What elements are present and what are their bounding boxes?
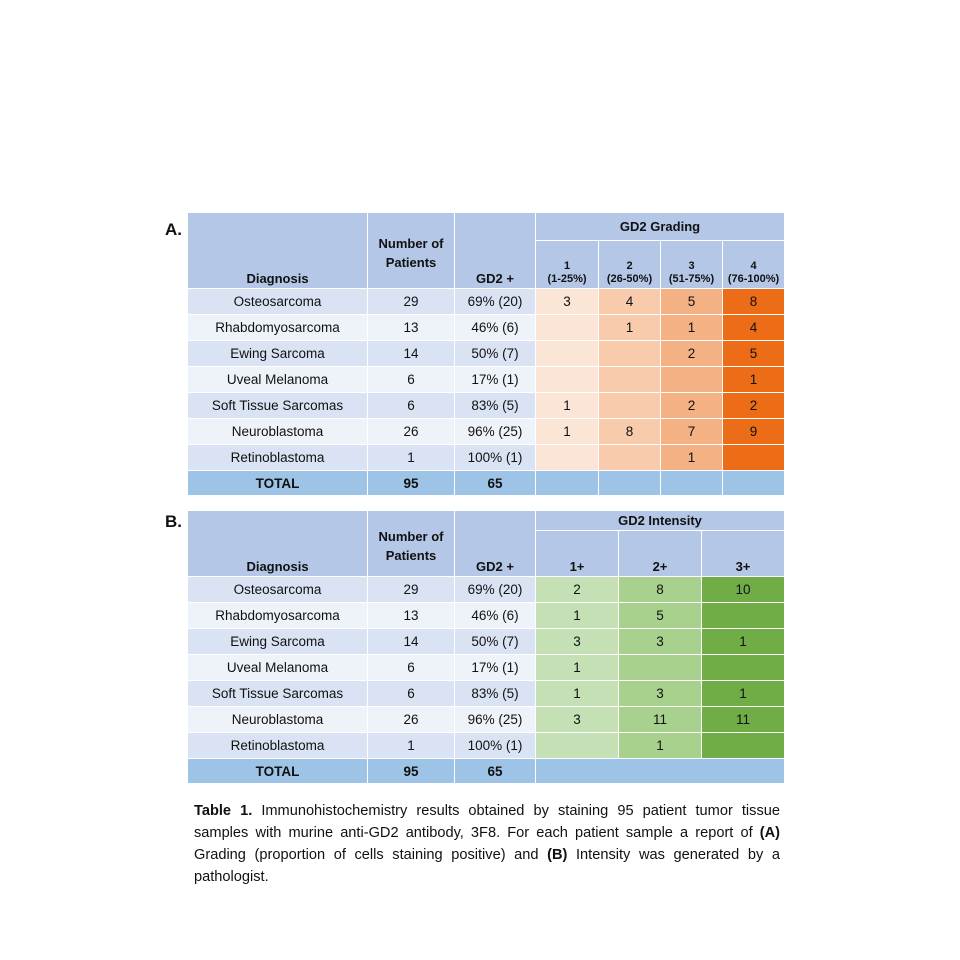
patients-cell: 26 bbox=[368, 707, 455, 733]
grade-1-cell: 1 bbox=[536, 419, 599, 445]
grade-3-cell: 1 bbox=[661, 315, 723, 341]
grade-4-cell: 4 bbox=[723, 315, 785, 341]
gd2pos-cell: 96% (25) bbox=[455, 707, 536, 733]
intensity-2-cell: 8 bbox=[619, 577, 702, 603]
intensity-1-cell: 1 bbox=[536, 681, 619, 707]
diagnosis-cell: Soft Tissue Sarcomas bbox=[188, 393, 368, 419]
gd2pos-cell: 17% (1) bbox=[455, 367, 536, 393]
caption-text-2: Grading (proportion of cells staining positive) and bbox=[194, 847, 548, 863]
caption-ref-a: (A) bbox=[759, 825, 780, 841]
grade-4-range: (76-100%) bbox=[727, 273, 780, 285]
intensity-2-cell: 5 bbox=[619, 603, 702, 629]
grade-1-cell: 1 bbox=[536, 393, 599, 419]
gd2pos-cell: 17% (1) bbox=[455, 655, 536, 681]
grade-3-cell bbox=[661, 367, 723, 393]
table-row bbox=[188, 733, 785, 759]
gd2pos-cell: 46% (6) bbox=[455, 603, 536, 629]
intensity-2-cell: 3 bbox=[619, 629, 702, 655]
intensity-3-cell: 1 bbox=[702, 629, 785, 655]
grade-4-cell bbox=[723, 445, 785, 471]
grade-2-cell bbox=[599, 445, 661, 471]
gd2-grading-table bbox=[187, 212, 785, 496]
header-gd2pos: GD2 + bbox=[455, 213, 536, 289]
intensity-2-cell: 1 bbox=[619, 733, 702, 759]
grade-1-cell bbox=[536, 445, 599, 471]
header-diagnosis: Diagnosis bbox=[188, 213, 368, 289]
diagnosis-cell: Soft Tissue Sarcomas bbox=[188, 681, 368, 707]
grade-4-cell: 9 bbox=[723, 419, 785, 445]
grade-2-cell: 8 bbox=[599, 419, 661, 445]
grade-1-cell bbox=[536, 367, 599, 393]
intensity-1-cell: 3 bbox=[536, 707, 619, 733]
table-row bbox=[188, 419, 785, 445]
total-patients: 95 bbox=[368, 471, 455, 496]
gd2pos-cell: 83% (5) bbox=[455, 393, 536, 419]
intensity-3-cell: 1 bbox=[702, 681, 785, 707]
gd2-intensity-table bbox=[187, 510, 785, 784]
intensity-1-cell: 1 bbox=[536, 655, 619, 681]
grade-3-cell: 7 bbox=[661, 419, 723, 445]
total-empty-cell bbox=[536, 759, 785, 784]
intensity-2-cell: 3 bbox=[619, 681, 702, 707]
gd2pos-cell: 69% (20) bbox=[455, 577, 536, 603]
gd2pos-cell: 50% (7) bbox=[455, 629, 536, 655]
diagnosis-cell: Ewing Sarcoma bbox=[188, 341, 368, 367]
caption-lead: Table 1. bbox=[194, 803, 253, 819]
caption-text-3: Intensity was generated by a pathologist. bbox=[194, 847, 780, 885]
intensity-3-cell: 10 bbox=[702, 577, 785, 603]
diagnosis-cell: Osteosarcoma bbox=[188, 289, 368, 315]
table-row bbox=[188, 681, 785, 707]
intensity-3-cell bbox=[702, 733, 785, 759]
total-gd2pos: 65 bbox=[455, 759, 536, 784]
total-row bbox=[188, 759, 785, 784]
intensity-3-cell bbox=[702, 655, 785, 681]
grade-4-cell: 2 bbox=[723, 393, 785, 419]
grade-4-number: 4 bbox=[750, 260, 757, 272]
diagnosis-cell: Retinoblastoma bbox=[188, 445, 368, 471]
patients-cell: 26 bbox=[368, 419, 455, 445]
patients-cell: 6 bbox=[368, 367, 455, 393]
grade-4-cell: 5 bbox=[723, 341, 785, 367]
grade-1-number: 1 bbox=[563, 260, 571, 272]
table-row bbox=[188, 315, 785, 341]
table-row bbox=[188, 367, 785, 393]
table-row bbox=[188, 289, 785, 315]
gd2pos-cell: 83% (5) bbox=[455, 681, 536, 707]
header-grade-4 bbox=[723, 241, 785, 289]
gd2pos-cell: 100% (1) bbox=[455, 445, 536, 471]
total-patients: 95 bbox=[368, 759, 455, 784]
diagnosis-cell: Osteosarcoma bbox=[188, 577, 368, 603]
grade-2-cell bbox=[599, 367, 661, 393]
panel-b-label: B. bbox=[165, 512, 182, 531]
table-row bbox=[188, 393, 785, 419]
table-row bbox=[188, 603, 785, 629]
diagnosis-cell: Uveal Melanoma bbox=[188, 655, 368, 681]
header-gd2-grading: GD2 Grading bbox=[536, 213, 785, 241]
grade-3-cell: 2 bbox=[661, 393, 723, 419]
patients-cell: 14 bbox=[368, 629, 455, 655]
intensity-2-cell: 11 bbox=[619, 707, 702, 733]
grade-1-cell: 3 bbox=[536, 289, 599, 315]
grade-2-number: 2 bbox=[626, 260, 633, 272]
grade-2-cell: 1 bbox=[599, 315, 661, 341]
grade-2-range: (26-50%) bbox=[606, 273, 653, 285]
diagnosis-cell: Neuroblastoma bbox=[188, 707, 368, 733]
intensity-1-cell: 3 bbox=[536, 629, 619, 655]
intensity-1-cell: 2 bbox=[536, 577, 619, 603]
gd2pos-cell: 50% (7) bbox=[455, 341, 536, 367]
diagnosis-cell: Ewing Sarcoma bbox=[188, 629, 368, 655]
diagnosis-cell: Rhabdomyosarcoma bbox=[188, 603, 368, 629]
header-gd2-intensity: GD2 Intensity bbox=[536, 511, 785, 531]
gd2pos-cell: 100% (1) bbox=[455, 733, 536, 759]
table-row bbox=[188, 577, 785, 603]
header-patients: Number of Patients bbox=[368, 511, 455, 577]
table-row bbox=[188, 707, 785, 733]
total-empty-cell bbox=[536, 471, 599, 496]
table-row bbox=[188, 445, 785, 471]
diagnosis-cell: Retinoblastoma bbox=[188, 733, 368, 759]
patients-cell: 13 bbox=[368, 603, 455, 629]
patients-cell: 6 bbox=[368, 681, 455, 707]
patients-cell: 1 bbox=[368, 733, 455, 759]
grade-1-cell bbox=[536, 315, 599, 341]
diagnosis-cell: Uveal Melanoma bbox=[188, 367, 368, 393]
total-empty-cell bbox=[723, 471, 785, 496]
table-row bbox=[188, 655, 785, 681]
table-row bbox=[188, 629, 785, 655]
grade-4-cell: 1 bbox=[723, 367, 785, 393]
grade-3-cell: 1 bbox=[661, 445, 723, 471]
header-intensity-3: 3+ bbox=[702, 531, 785, 577]
diagnosis-cell: Rhabdomyosarcoma bbox=[188, 315, 368, 341]
total-label: TOTAL bbox=[188, 759, 368, 784]
grade-4-cell: 8 bbox=[723, 289, 785, 315]
gd2pos-cell: 96% (25) bbox=[455, 419, 536, 445]
caption-text-1: Immunohistochemistry results obtained by staining 95 patient tumor tissue samples with murine anti-GD2 antibody, 3F8. For each patient sample a report of bbox=[194, 803, 780, 841]
header-diagnosis: Diagnosis bbox=[188, 511, 368, 577]
gd2pos-cell: 46% (6) bbox=[455, 315, 536, 341]
intensity-1-cell: 1 bbox=[536, 603, 619, 629]
grade-2-cell: 4 bbox=[599, 289, 661, 315]
grade-3-number: 3 bbox=[688, 260, 695, 272]
grade-3-cell: 2 bbox=[661, 341, 723, 367]
caption-ref-b: (B) bbox=[547, 847, 568, 863]
total-empty-cell bbox=[599, 471, 661, 496]
gd2pos-cell: 69% (20) bbox=[455, 289, 536, 315]
grade-3-range: (51-75%) bbox=[668, 273, 715, 285]
patients-cell: 29 bbox=[368, 577, 455, 603]
patients-cell: 13 bbox=[368, 315, 455, 341]
header-intensity-1: 1+ bbox=[536, 531, 619, 577]
grade-1-range: (1-25%) bbox=[547, 273, 587, 285]
grade-1-cell bbox=[536, 341, 599, 367]
header-grade-2 bbox=[599, 241, 661, 289]
patients-cell: 6 bbox=[368, 393, 455, 419]
intensity-1-cell bbox=[536, 733, 619, 759]
patients-cell: 14 bbox=[368, 341, 455, 367]
grade-2-cell bbox=[599, 341, 661, 367]
patients-cell: 1 bbox=[368, 445, 455, 471]
header-grade-1 bbox=[536, 241, 599, 289]
intensity-3-cell: 11 bbox=[702, 707, 785, 733]
total-row bbox=[188, 471, 785, 496]
table-caption bbox=[194, 800, 780, 888]
patients-cell: 29 bbox=[368, 289, 455, 315]
intensity-3-cell bbox=[702, 603, 785, 629]
header-patients: Number of Patients bbox=[368, 213, 455, 289]
header-gd2pos: GD2 + bbox=[455, 511, 536, 577]
grade-3-cell: 5 bbox=[661, 289, 723, 315]
intensity-2-cell bbox=[619, 655, 702, 681]
diagnosis-cell: Neuroblastoma bbox=[188, 419, 368, 445]
total-empty-cell bbox=[661, 471, 723, 496]
panel-a-label: A. bbox=[165, 220, 182, 239]
header-intensity-2: 2+ bbox=[619, 531, 702, 577]
header-grade-3 bbox=[661, 241, 723, 289]
grade-2-cell bbox=[599, 393, 661, 419]
table-row bbox=[188, 341, 785, 367]
patients-cell: 6 bbox=[368, 655, 455, 681]
total-gd2pos: 65 bbox=[455, 471, 536, 496]
total-label: TOTAL bbox=[188, 471, 368, 496]
